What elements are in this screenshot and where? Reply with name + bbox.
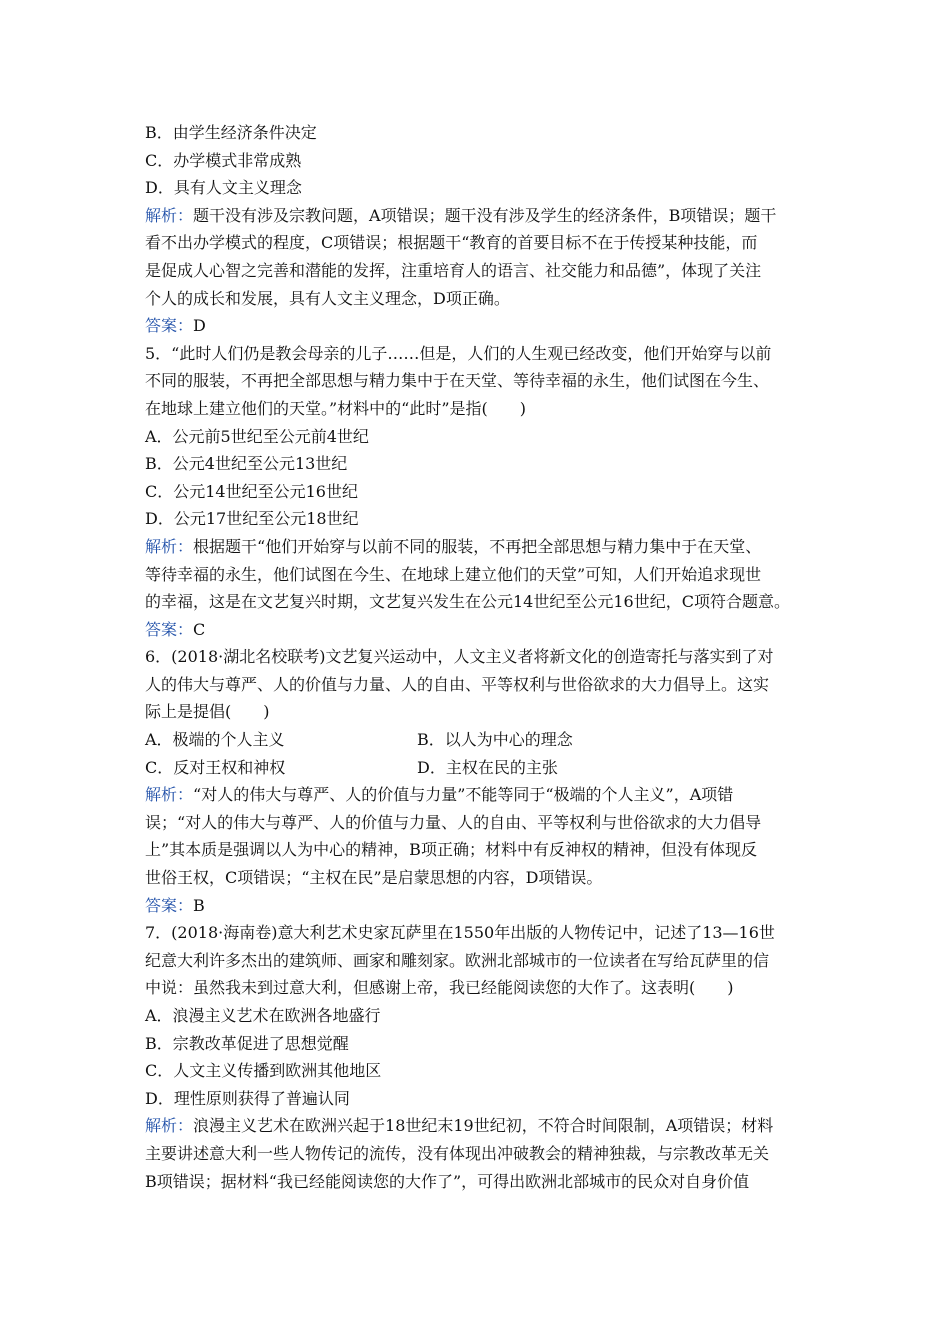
q5-option-a: A．公元前5世纪至公元前4世纪 — [145, 426, 369, 446]
q6-options-row — [145, 754, 825, 782]
q6-analysis-line: 误；“对人的伟大与尊严、人的价值与力量、人的自由、平等权利与世俗欲求的大力倡导 — [145, 812, 762, 832]
q6-options-row — [145, 726, 825, 754]
q6-option-d: D．主权在民的主张 — [417, 757, 558, 777]
q5-analysis-line: 的幸福，这是在文艺复兴时期，文艺复兴发生在公元14世纪至公元16世纪，C项符合题意。 — [145, 592, 790, 612]
q4-option-c: C．办学模式非常成熟 — [145, 150, 302, 170]
answer-label: 答案： — [145, 619, 194, 639]
q6-analysis-line: 上”其本质是强调以人为中心的精神，B项正确；材料中有反神权的精神，但没有体现反 — [145, 840, 757, 860]
q4-analysis-line: 是促成人心智之完善和潜能的发挥，注重培育人的语言、社交能力和品德”，体现了关注 — [145, 260, 762, 280]
answer-label: 答案： — [145, 316, 194, 336]
answer-value: C — [193, 619, 206, 639]
q5-option-d: D．公元17世纪至公元18世纪 — [145, 509, 359, 529]
answer-label: 答案： — [145, 895, 194, 915]
analysis-text: 题干没有涉及宗教问题，A项错误；题干没有涉及学生的经济条件，B项错误；题干 — [193, 205, 777, 225]
q6-answer — [145, 892, 825, 920]
q7-option-d: D．理性原则获得了普遍认同 — [145, 1088, 350, 1108]
q4-option-b: B．由学生经济条件决定 — [145, 123, 317, 142]
q7-option-c: C．人文主义传播到欧洲其他地区 — [145, 1061, 382, 1081]
q4-analysis-line: 看不出办学模式的程度，C项错误；根据题干“教育的首要目标不在于传授某种技能，而 — [145, 233, 758, 253]
q6-stem-line: 际上是提倡( ) — [145, 702, 270, 722]
answer-value: B — [193, 895, 205, 915]
q7-stem-line: 中说：虽然我未到过意大利，但感谢上帝，我已经能阅读您的大作了。这表明( ) — [145, 978, 734, 998]
q5-option-c: C．公元14世纪至公元16世纪 — [145, 481, 358, 501]
q7-option-b: B．宗教改革促进了思想觉醒 — [145, 1033, 349, 1053]
analysis-text: “对人的伟大与尊严、人的价值与力量”不能等同于“极端的个人主义”，A项错 — [193, 785, 734, 805]
q6-option-b: B．以人为中心的理念 — [417, 730, 573, 750]
q7-stem-line: 7．(2018·海南卷)意大利艺术史家瓦萨里在1550年出版的人物传记中，记述了13—16世 — [145, 923, 775, 943]
analysis-label: 解析： — [145, 536, 194, 556]
q4-answer — [145, 312, 825, 340]
q7-stem-line: 纪意大利许多杰出的建筑师、画家和雕刻家。欧洲北部城市的一位读者在写给瓦萨里的信 — [145, 950, 770, 970]
q5-stem-line: 5．“此时人们仍是教会母亲的儿子……但是，人们的人生观已经改变，他们开始穿与以前 — [145, 343, 772, 363]
q6-option-c: C．反对王权和神权 — [145, 757, 286, 777]
analysis-text: 根据题干“他们开始穿与以前不同的服装，不再把全部思想与精力集中于在天堂、 — [193, 536, 762, 556]
analysis-label: 解析： — [145, 1116, 194, 1136]
q5-analysis-line — [145, 533, 825, 561]
q7-analysis-line: 主要讲述意大利一些人物传记的流传，没有体现出冲破教会的精神独裁，与宗教改革无关 — [145, 1143, 770, 1163]
q6-analysis-line — [145, 781, 825, 809]
q6-stem-line: 6．(2018·湖北名校联考)文艺复兴运动中，人文主义者将新文化的创造寄托与落实到了对 — [145, 647, 774, 667]
analysis-text: 浪漫主义艺术在欧洲兴起于18世纪末19世纪初，不符合时间限制，A项错误；材料 — [193, 1116, 774, 1136]
q6-stem-line: 人的伟大与尊严、人的价值与力量、人的自由、平等权利与世俗欲求的大力倡导上。这实 — [145, 674, 770, 694]
q6-option-a: A．极端的个人主义 — [145, 730, 285, 750]
q7-analysis-line: B项错误；据材料“我已经能阅读您的大作了”，可得出欧洲北部城市的民众对自身价值 — [145, 1171, 750, 1191]
q5-stem-line: 在地球上建立他们的天堂。”材料中的“此时”是指( ) — [145, 398, 527, 418]
analysis-label: 解析： — [145, 785, 194, 805]
q6-analysis-line: 世俗王权，C项错误；“主权在民”是启蒙思想的内容，D项错误。 — [145, 868, 603, 888]
q7-analysis-line — [145, 1112, 825, 1140]
q4-option-d: D．具有人文主义理念 — [145, 178, 302, 198]
q7-option-a: A．浪漫主义艺术在欧洲各地盛行 — [145, 1006, 381, 1025]
q5-option-b: B．公元4世纪至公元13世纪 — [145, 454, 348, 474]
q4-analysis-line: 个人的成长和发展，具有人文主义理念，D项正确。 — [145, 288, 510, 308]
q5-stem-line: 不同的服装，不再把全部思想与精力集中于在天堂、等待幸福的永生，他们试图在今生、 — [145, 371, 770, 391]
q5-analysis-line: 等待幸福的永生，他们试图在今生、在地球上建立他们的天堂”可知，人们开始追求现世 — [145, 564, 762, 584]
q5-answer — [145, 616, 825, 644]
document-body — [145, 119, 825, 1195]
answer-value: D — [193, 316, 206, 336]
analysis-label: 解析： — [145, 205, 194, 225]
q4-analysis-line — [145, 202, 825, 230]
